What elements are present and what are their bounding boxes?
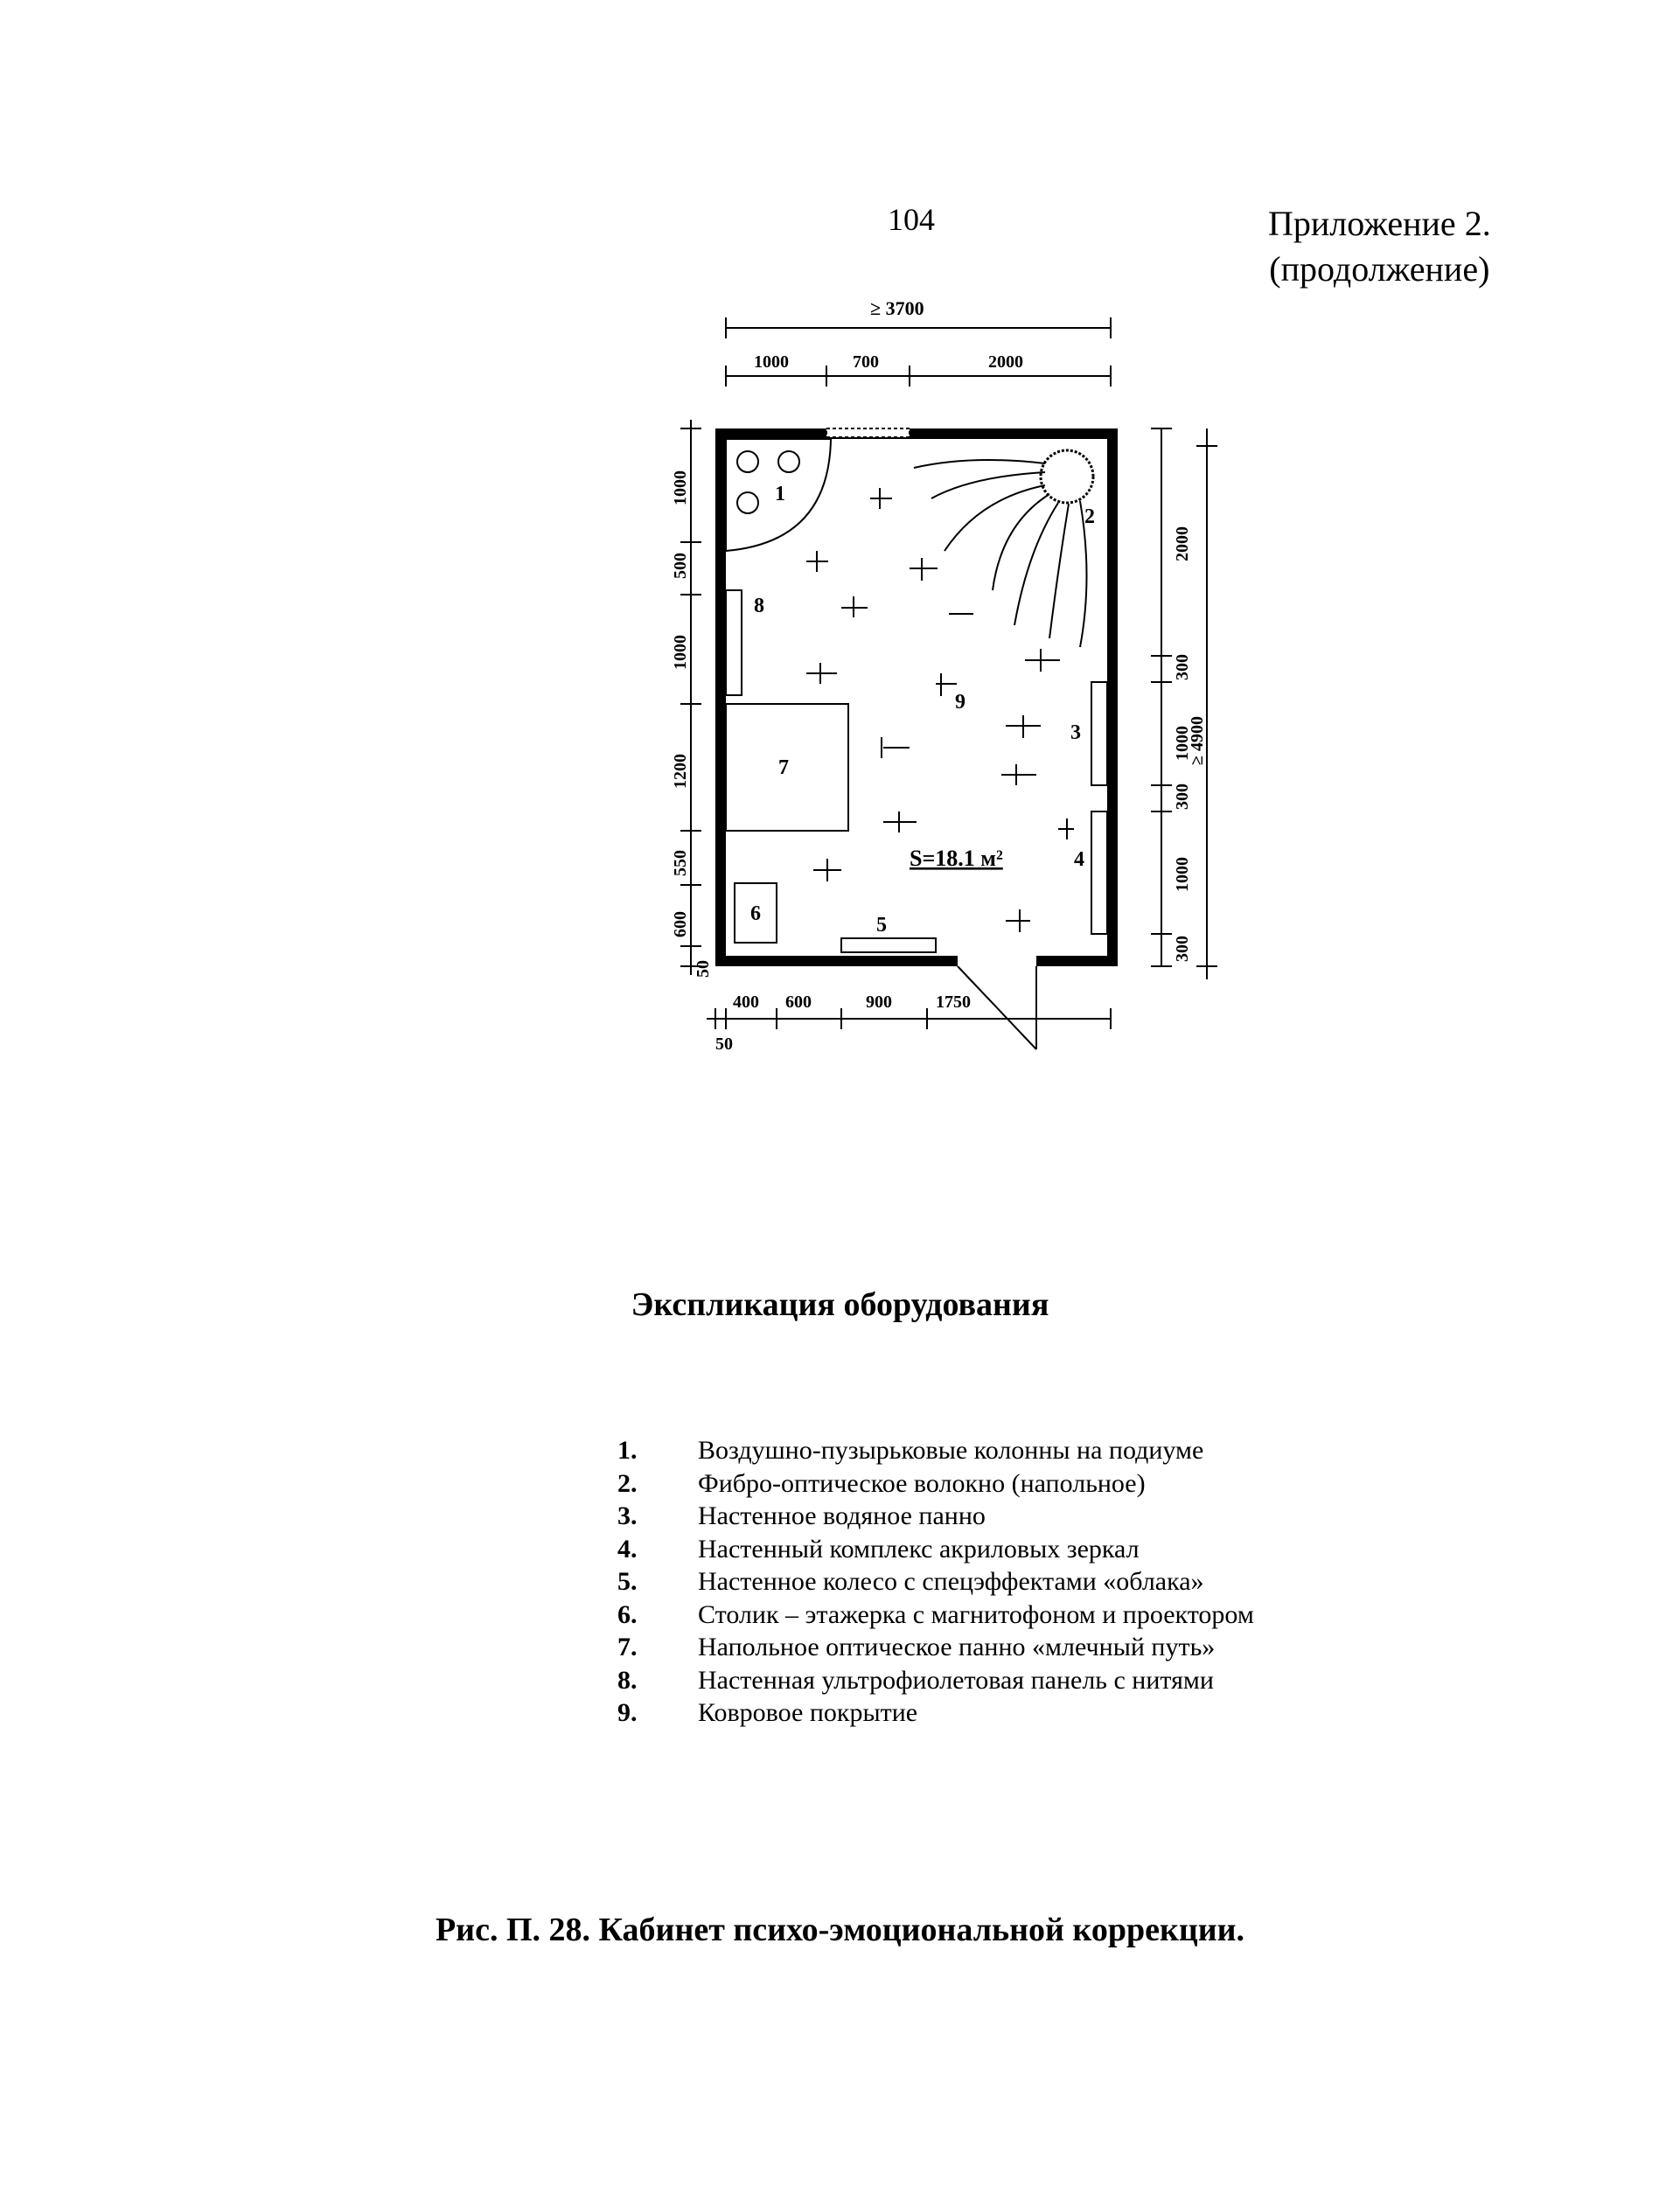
dim-left-3: 1000 <box>671 635 690 670</box>
list-item: 2. Фибро-оптическое волокно (напольное) <box>617 1468 1146 1498</box>
dim-right-1: 2000 <box>1173 526 1192 561</box>
label-6: 6 <box>750 902 761 925</box>
dim-right-3: 1000 <box>1173 726 1192 761</box>
dim-top-1: 1000 <box>754 352 789 372</box>
label-8: 8 <box>754 595 764 617</box>
appendix-line-1: Приложение 2. <box>1268 204 1491 243</box>
dim-bottom-small: 50 <box>715 1034 733 1054</box>
dim-bottom-3: 900 <box>866 993 892 1012</box>
dim-bottom-2: 600 <box>785 993 812 1012</box>
label-5: 5 <box>876 914 887 937</box>
dim-right-total: ≥ 4900 <box>1188 716 1207 765</box>
item-4-mirrors <box>1091 811 1107 934</box>
label-3: 3 <box>1070 721 1081 744</box>
dim-left-5: 550 <box>671 850 690 876</box>
dim-right-5: 1000 <box>1173 857 1192 892</box>
explication-list <box>612 1434 1254 1730</box>
dim-total-width: ≥ 3700 <box>870 297 924 319</box>
dim-bottom-1: 400 <box>733 993 759 1012</box>
label-1: 1 <box>775 483 785 505</box>
dim-left-1: 1000 <box>671 470 690 505</box>
item-3-water-panel <box>1091 682 1107 785</box>
room-area: S=18.1 м² <box>910 846 1003 871</box>
label-9: 9 <box>955 691 965 714</box>
item-8-uv-panel <box>726 590 742 695</box>
explication-title: Экспликация оборудования <box>631 1286 1049 1323</box>
dim-left-2: 500 <box>671 553 690 579</box>
page-number: 104 <box>888 202 935 237</box>
list-item: 1. Воздушно-пузырьковые колонны на подиуме <box>617 1436 1204 1465</box>
dim-right-4: 300 <box>1173 784 1192 810</box>
floor-plan <box>603 289 1233 1076</box>
label-4: 4 <box>1074 848 1084 871</box>
appendix-line-2: (продолжение) <box>1269 249 1490 289</box>
dim-left-4: 1200 <box>671 754 690 789</box>
list-item: 4. Настенный комплекс акриловых зеркал <box>617 1534 1140 1564</box>
appendix-label <box>1268 201 1491 292</box>
dim-left-7: 50 <box>694 960 713 978</box>
dim-right-6: 300 <box>1173 936 1192 962</box>
label-7: 7 <box>778 756 789 779</box>
window <box>826 428 910 437</box>
item-5-wheel <box>841 938 936 952</box>
dim-top-2: 700 <box>853 352 879 372</box>
dim-top-3: 2000 <box>988 352 1023 372</box>
bottom-dimensions <box>707 1008 1111 1029</box>
list-item: 7. Напольное оптическое панно «млечный путь» <box>617 1633 1216 1661</box>
figure-caption: Рис. П. 28. Кабинет психо-эмоциональной коррекции. <box>435 1912 1245 1948</box>
dim-bottom-4: 1750 <box>936 993 971 1012</box>
dim-left-6: 600 <box>671 911 690 937</box>
list-item: 3. Настенное водяное панно <box>617 1501 986 1530</box>
list-item: 8. Настенная ультрофиолетовая панель с нитями <box>617 1665 1214 1695</box>
label-2: 2 <box>1084 505 1095 528</box>
list-item: 6. Столик – этажерка с магнитофоном и проектором <box>617 1599 1254 1629</box>
list-item: 9. Ковровое покрытие <box>617 1698 918 1727</box>
list-item: 5. Настенное колесо с спецэффектами «облака» <box>617 1567 1204 1596</box>
right-dimensions <box>1151 428 1217 979</box>
dim-right-2: 300 <box>1173 654 1192 680</box>
